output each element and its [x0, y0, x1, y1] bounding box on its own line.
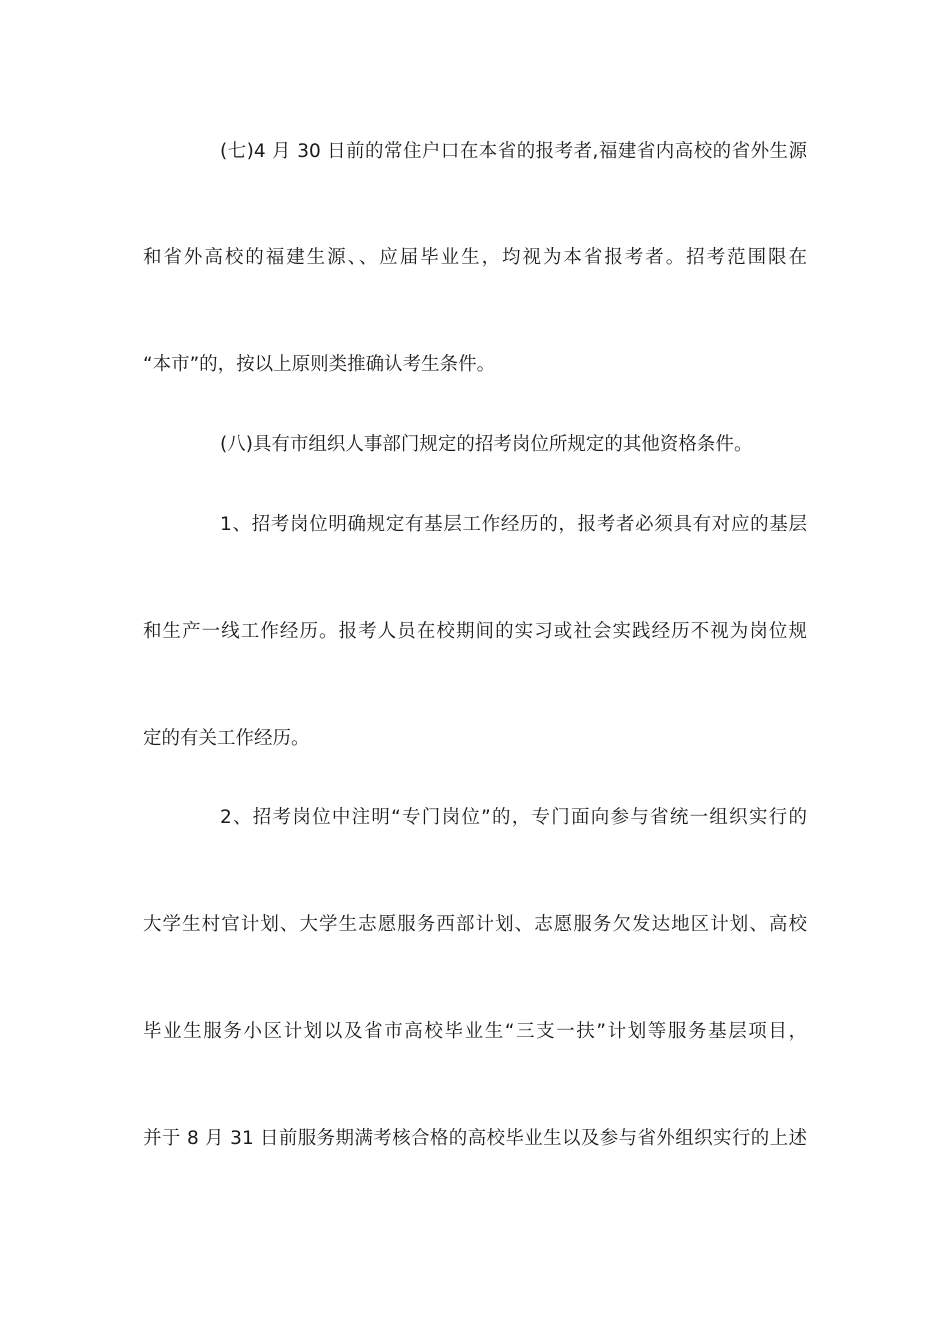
item-1-line-3: 定的有关工作经历。	[143, 728, 310, 749]
paragraph-8-line-1: (八)具有市组织人事部门规定的招考岗位所规定的其他资格条件。	[220, 434, 753, 455]
item-1-line-1: 1、招考岗位明确规定有基层工作经历的，报考者必须具有对应的基层	[220, 514, 807, 535]
item-2-line-4: 并于 8 月 31 日前服务期满考核合格的高校毕业生以及参与省外组织实行的上述	[143, 1128, 807, 1149]
paragraph-7-line-3: “本市”的，按以上原则类推确认考生条件。	[143, 354, 496, 375]
paragraph-7-line-2: 和省外高校的福建生源、、应届毕业生，均视为本省报考者。招考范围限在	[143, 247, 807, 268]
item-2-line-2: 大学生村官计划、大学生志愿服务西部计划、志愿服务欠发达地区计划、高校	[143, 914, 807, 935]
item-2-line-1: 2、招考岗位中注明“专门岗位”的，专门面向参与省统一组织实行的	[220, 807, 807, 828]
item-2-line-3: 毕业生服务小区计划以及省市高校毕业生“三支一扶”计划等服务基层项目，	[143, 1021, 807, 1042]
paragraph-7-line-1: (七)4 月 30 日前的常住户口在本省的报考者,福建省内高校的省外生源	[220, 141, 807, 162]
item-1-line-2: 和生产一线工作经历。报考人员在校期间的实习或社会实践经历不视为岗位规	[143, 621, 807, 642]
